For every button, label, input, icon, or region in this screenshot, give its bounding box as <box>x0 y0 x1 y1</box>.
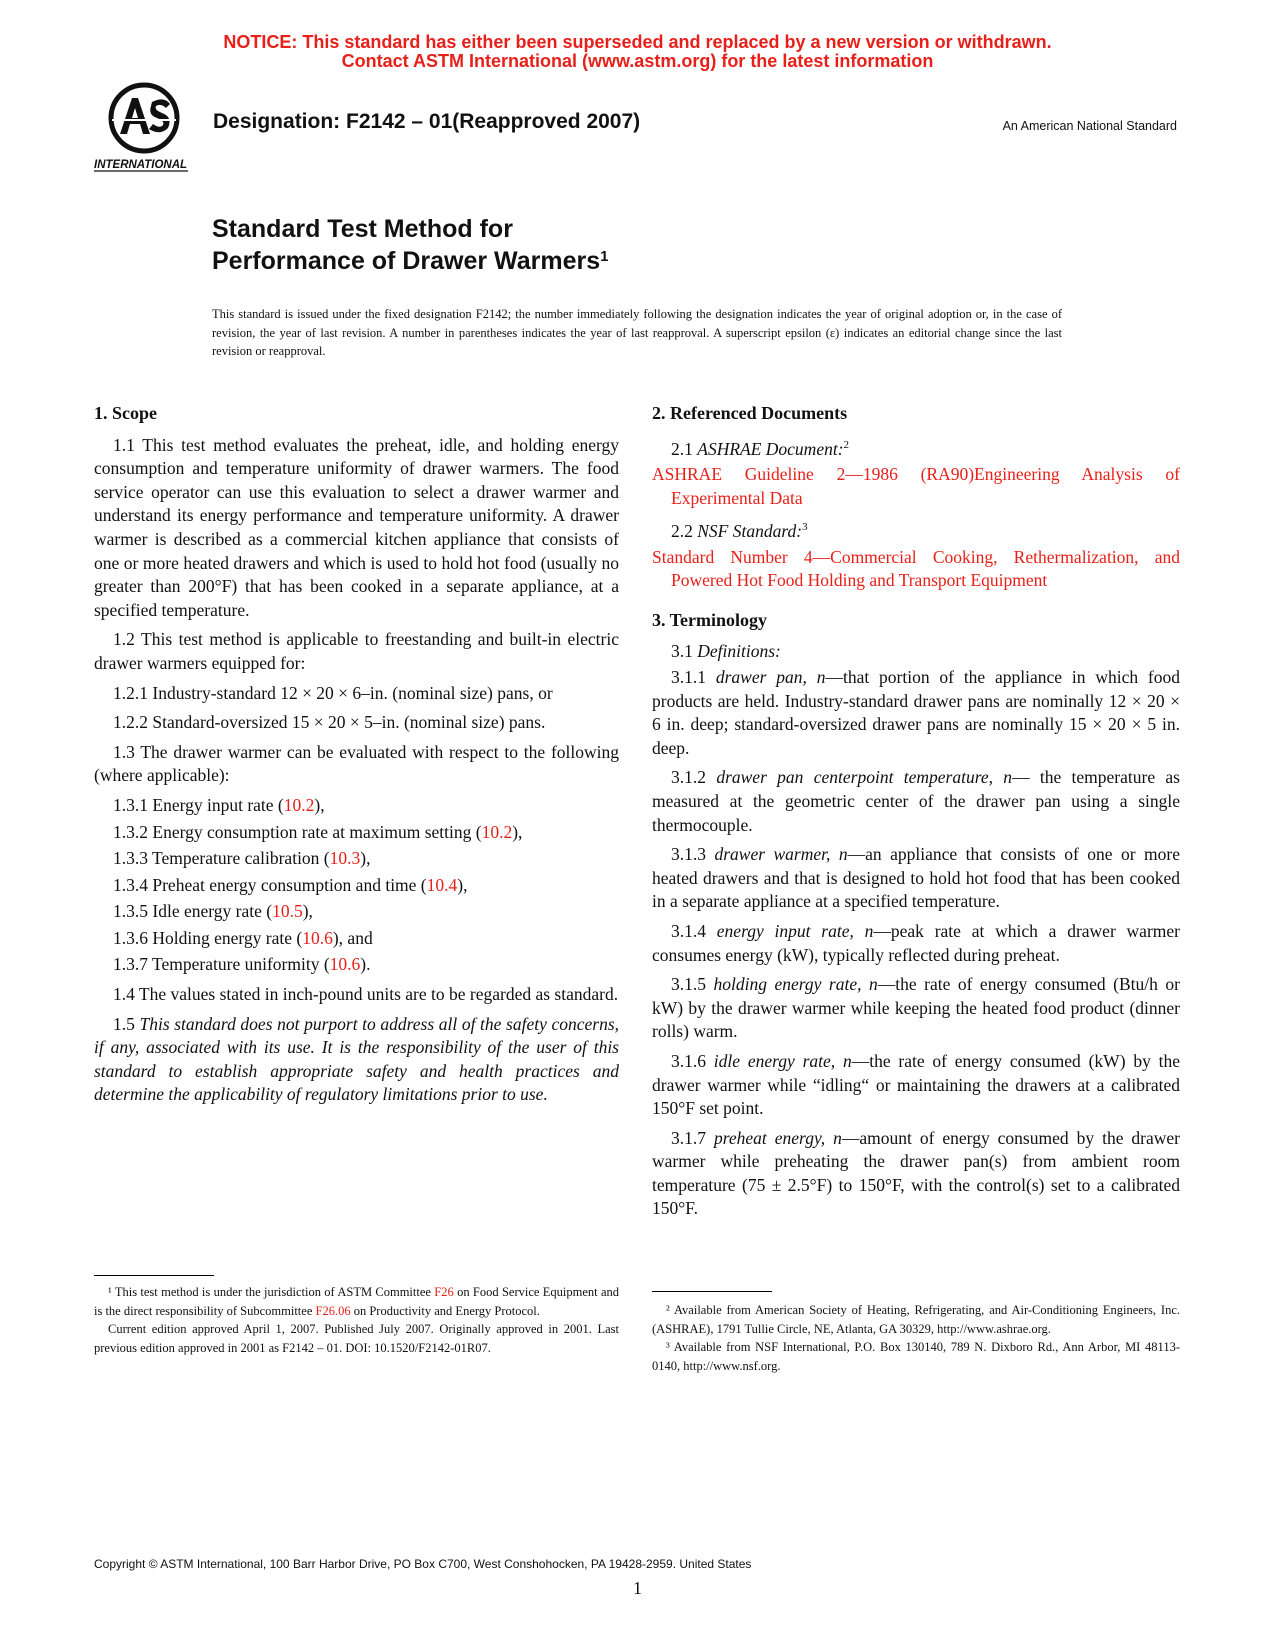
list-item-1-3-3: 1.3.3 Temperature calibration (10.3), <box>113 848 371 869</box>
page-number: 1 <box>633 1578 642 1598</box>
left-column <box>94 402 619 1113</box>
footnote-2: ² Available from American Society of Heating, Refrigerating, and Air-Conditioning Engineers, Inc. (ASHRAE), 1791 Tullie Circle, NE, Atlanta, GA 30329, http://www.ashrae.org. <box>652 1303 1180 1336</box>
notice-line-2: Contact ASTM International (www.astm.org) for the latest information <box>341 51 934 71</box>
link-10-6[interactable]: 10.6 <box>329 954 361 975</box>
link-10-2[interactable]: 10.2 <box>481 821 513 842</box>
astm-logo <box>94 82 198 182</box>
link-10-4[interactable]: 10.4 <box>426 874 458 895</box>
right-column <box>652 402 1180 1227</box>
definition-3-1-4: 3.1.4 energy input rate, n—peak rate at which a drawer warmer consumes energy (kW), typically reflected during preheat. <box>652 920 1180 965</box>
supersede-notice <box>0 33 1275 71</box>
ashrae-guideline-link[interactable]: ASHRAE Guideline 2—1986 (RA90)Engineering Analysis of Experimental Data <box>652 464 1180 508</box>
para-2-2: 2.2 NSF Standard:$^3$ <box>671 521 808 542</box>
astm-logo-icon <box>94 82 198 182</box>
footnote-1: ¹ This test method is under the jurisdiction of ASTM Committee F26 on Food Service Equipment and is the direct responsibility of Subcommittee F26.06 on Productivity and Energy Protocol. <box>94 1285 619 1318</box>
para-1-1: 1.1 This test method evaluates the preheat, idle, and holding energy consumption and temperature uniformity of drawer warmers. The food service operator can use this evaluation to select a drawer warmer and understand its energy performance and temperature uniformity. A drawer warmer is described as a commercial kitchen appliance that consists of one or more heated drawers and which is used to hold hot food (usually no greater than 200°F) that has been cooked in a separate appliance, at a specified temperature. <box>94 434 619 620</box>
list-item-1-3-2: 1.3.2 Energy consumption rate at maximum setting (10.2), <box>113 821 523 842</box>
copyright-line: Copyright © ASTM International, 100 Barr Harbor Drive, PO Box C700, West Conshohocken, PA 19428-2959. United States <box>94 1557 752 1571</box>
para-1-4: 1.4 The values stated in inch-pound units are to be regarded as standard. <box>113 984 619 1005</box>
list-item-1-3-6: 1.3.6 Holding energy rate (10.6), and <box>113 927 373 948</box>
notice-line-1: NOTICE: This standard has either been superseded and replaced by a new version or withdrawn. <box>223 32 1052 52</box>
link-10-6[interactable]: 10.6 <box>302 927 333 948</box>
link-f26[interactable]: F26 <box>434 1285 454 1299</box>
definition-3-1-2: 3.1.2 drawer pan centerpoint temperature, n— the temperature as measured at the geometric center of the drawer pan using a single thermocouple. <box>652 767 1180 835</box>
title-footnote-mark: 1 <box>600 248 609 265</box>
section-1-heading: 1. Scope <box>94 403 157 423</box>
para-1-2-2: 1.2.2 Standard-oversized 15 × 20 × 5–in. (nominal size) pans. <box>113 712 546 733</box>
para-2-1: 2.1 ASHRAE Document:$^2$ <box>671 438 850 459</box>
list-item-1-3-4: 1.3.4 Preheat energy consumption and time (10.4), <box>113 874 468 895</box>
footnote-rule-left <box>94 1275 214 1276</box>
footnote-rule-right <box>652 1291 772 1292</box>
definition-3-1-1: 3.1.1 drawer pan, n—that portion of the appliance in which food products are held. Industry-standard drawer pans are nominally 12 × 20 × 6 in. deep; standard-oversized drawer pans are nominally 15 × 20 × 5 in. deep. <box>652 667 1181 758</box>
footnote-1-edition: Current edition approved April 1, 2007. Published July 2007. Originally approved in 2001. Last previous edition approved in 2001 as F2142 – 01. DOI: 10.1520/F2142-01R07. <box>94 1322 619 1355</box>
para-1-2-1: 1.2.1 Industry-standard 12 × 20 × 6–in. (nominal size) pans, or <box>113 682 553 703</box>
footnotes-left <box>94 1283 619 1357</box>
para-1-3: 1.3 The drawer warmer can be evaluated with respect to the following (where applicable): <box>94 741 619 786</box>
definition-3-1-6: 3.1.6 idle energy rate, n—the rate of energy consumed (kW) by the drawer warmer while “idling“ or maintaining the drawers at a calibrated 150°F set point. <box>652 1050 1180 1119</box>
american-national-standard: An American National Standard <box>1002 119 1177 133</box>
title-line-2 <box>212 245 608 277</box>
issued-note: This standard is issued under the fixed designation F2142; the number immediately following the designation indicates the year of original adoption or, in the case of revision, the year of last revision. A number in parentheses indicates the year of last reapproval. A superscript epsilon (ε) indicates an editorial change since the last revision or reapproval. <box>212 307 1062 358</box>
document-title <box>212 213 608 277</box>
section-3-heading: 3. Terminology <box>652 609 768 630</box>
footnotes-right <box>652 1301 1180 1375</box>
link-10-3[interactable]: 10.3 <box>329 848 361 869</box>
designation: Designation: F2142 – 01(Reapproved 2007) <box>213 110 641 133</box>
title-line-1: Standard Test Method for <box>212 215 513 243</box>
list-item-1-3-5: 1.3.5 Idle energy rate (10.5), <box>113 901 313 922</box>
nsf-standard-link[interactable]: Standard Number 4—Commercial Cooking, Rethermalization, and Powered Hot Food Holding and Transport Equipment <box>652 546 1180 591</box>
definition-3-1-5: 3.1.5 holding energy rate, n—the rate of energy consumed (Btu/h or kW) by the drawer warmer while keeping the heated food product (dinner rolls) warm. <box>652 974 1180 1042</box>
section-2-heading: 2. Referenced Documents <box>652 403 848 423</box>
logo-text: INTERNATIONAL <box>94 159 188 171</box>
para-1-2: 1.2 This test method is applicable to freestanding and built-in electric drawer warmers equipped for: <box>94 629 619 673</box>
para-1-5: 1.5 This standard does not purport to address all of the safety concerns, if any, associated with its use. It is the responsibility of the user of this standard to establish appropriate safety and health practices and determine the applicability of regulatory limitations prior to use. <box>94 1013 620 1105</box>
link-10-5[interactable]: 10.5 <box>272 901 303 922</box>
definition-3-1-7: 3.1.7 preheat energy, n—amount of energy consumed by the drawer warmer while preheating the drawer pan(s) from ambient room temperature (75 ± 2.5°F) to 150°F, with the control(s) set to a calibrated 150°F. <box>652 1127 1181 1219</box>
title-line-2-text: Performance of Drawer Warmers <box>212 247 601 275</box>
list-item-1-3-7: 1.3.7 Temperature uniformity (10.6). <box>113 954 371 975</box>
para-3-1: 3.1 Definitions: <box>671 641 781 662</box>
link-10-2[interactable]: 10.2 <box>283 794 315 815</box>
link-f26-06[interactable]: F26.06 <box>315 1303 351 1318</box>
definition-3-1-3: 3.1.3 drawer warmer, n—an appliance that consists of one or more heated drawers and that is designed to hold hot food that has been cooked in a separate appliance at a specified temperature. <box>652 844 1180 912</box>
list-item-1-3-1: 1.3.1 Energy input rate (10.2), <box>113 794 325 815</box>
footnote-3: ³ Available from NSF International, P.O. Box 130140, 789 N. Dixboro Rd., Ann Arbor, MI 48113-0140, http://www.nsf.org. <box>652 1340 1180 1373</box>
